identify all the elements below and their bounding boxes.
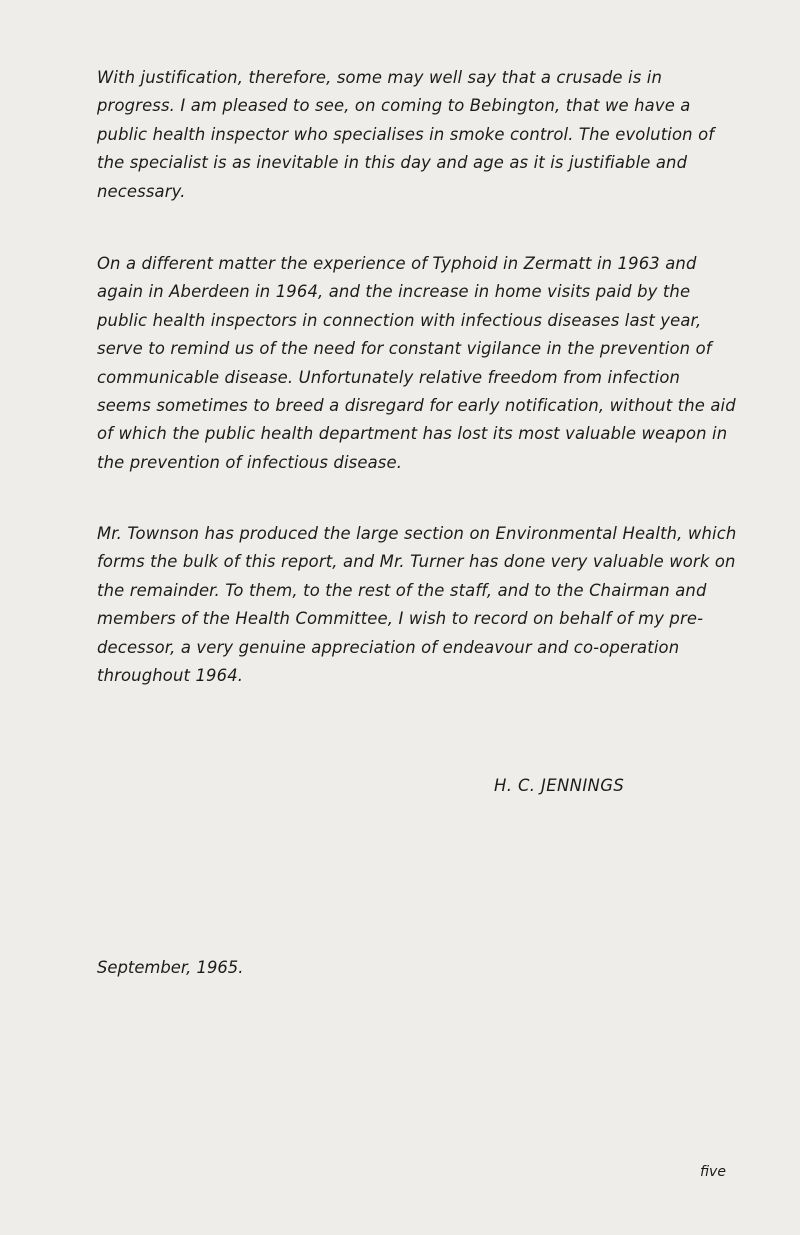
date-line: September, 1965.: [97, 958, 244, 977]
signature: H. C. JENNINGS: [494, 776, 625, 795]
paragraph-smoke-control: With justification, therefore, some may well say that a crusade is in progress. I am pleased to see, on coming to Bebington, that we have a public health inspector who specialises in smoke control. The evolution of the specialist is as inevitable in this day and age as it is justifiable and necessary.: [97, 68, 715, 201]
paragraph-infectious-disease: On a different matter the experience of Typhoid in Zermatt in 1963 and again in Aberdeen in 1964, and the increase in home visits paid by the public health inspectors in connection with infectious diseases last year, serve to remind us of the need for constant vigilance in the prevention of communicable disease. Unfortunately relative freedom from infection seems sometimes to breed a disregard for early notification, without the aid of which the public health department has lost its most valuable weapon in the prevention of infectious disease.: [97, 254, 736, 472]
page-number: five: [700, 1164, 726, 1180]
paragraph-acknowledgements: Mr. Townson has produced the large section on Environmental Health, which forms the bulk of this report, and Mr. Turner has done very valuable work on the remainder. To them, to the rest of the staff, and to the Chairman and members of the Health Committee, I wish to record on behalf of my pre- decessor, a very genuine appreciation of endeavour and co-operation throughout 1964.: [97, 524, 737, 686]
